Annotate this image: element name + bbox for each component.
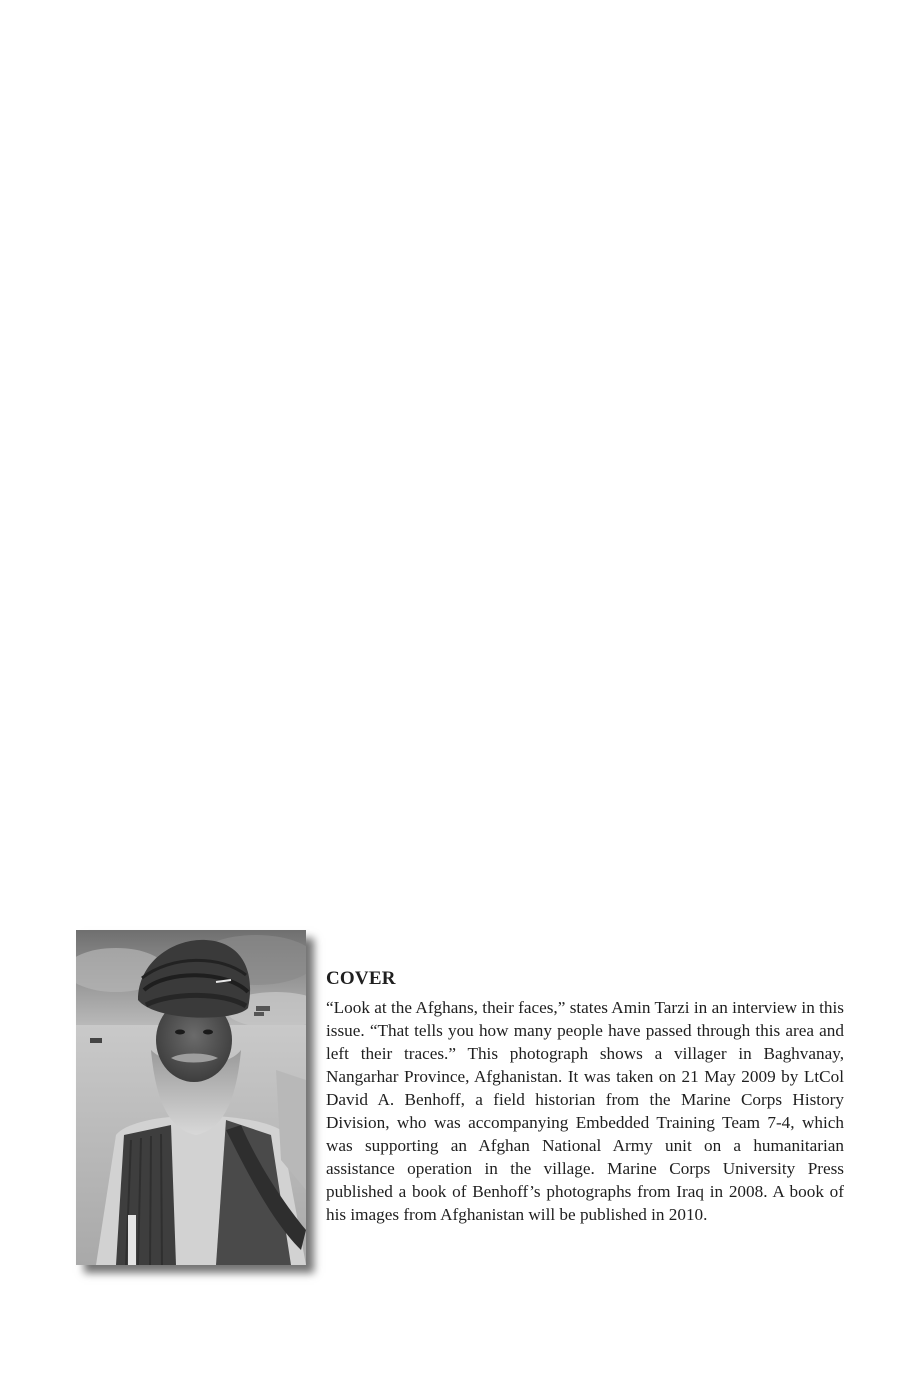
- cover-photo: [76, 930, 306, 1265]
- caption-body: “Look at the Afghans, their faces,” states Amin Tarzi in an interview in this issue. “That tells you how many people have passed through this area and left their traces.” This photograph shows a villager in Baghvanay, Nangarhar Province, Afghanistan. It was taken on 21 May 2009 by LtCol David A. Benhoff, a field historian from the Marine Corps History Division, who was accompanying Embedded Training Team 7-4, which was supporting an Afghan National Army unit on a humanitarian assistance operation in the village. Marine Corps University Press published a book of Benhoff’s photographs from Iraq in 2008. A book of his images from Afghanistan will be published in 2010.: [326, 998, 844, 1224]
- cover-caption: [326, 966, 844, 1226]
- caption-heading: COVER: [326, 968, 396, 989]
- villager-portrait-image: [76, 930, 306, 1265]
